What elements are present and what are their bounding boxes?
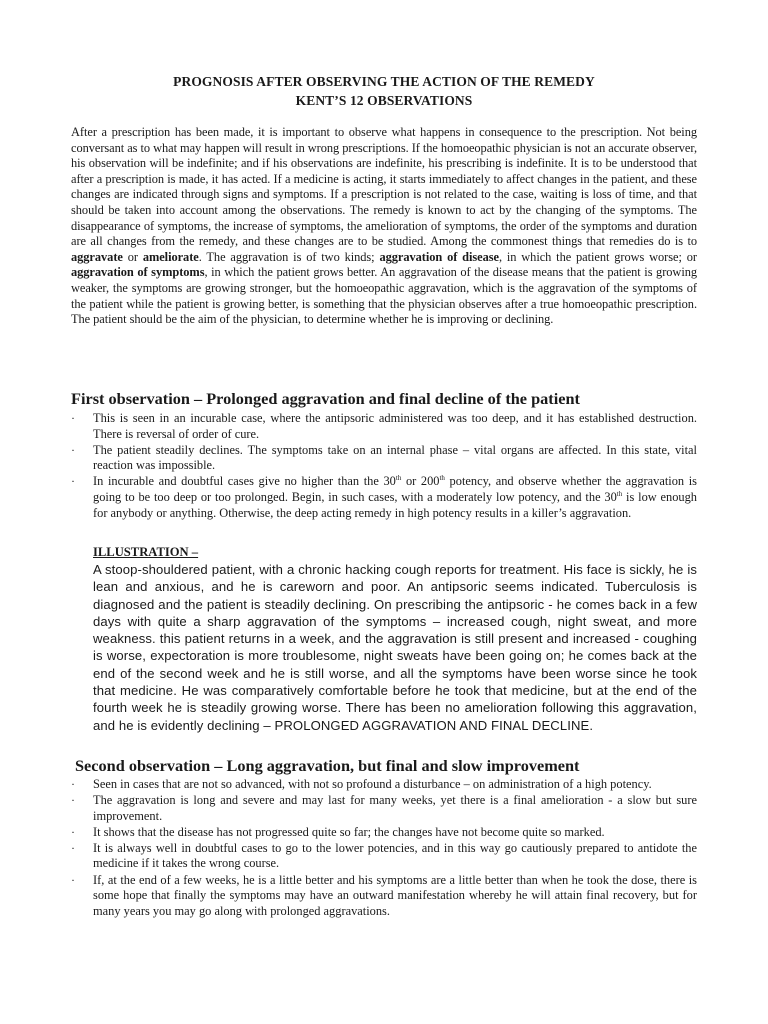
bullet-icon: · — [71, 474, 75, 489]
term-aggravation-of-disease: aggravation of disease — [379, 249, 499, 264]
superscript: th — [439, 474, 445, 483]
list-item — [71, 793, 697, 824]
bullet-icon: · — [71, 411, 75, 425]
list-item — [71, 474, 697, 521]
intro-text-4: , in which the patient grows better. An aggravation of the disease means that the patient is growing weaker, the symptoms are growing stronger, but the homoeopathic aggravation, which is the aggravation of the symptoms of the patient while the patient is growing better, is something that the physician observes after a true homoeopathic prescription. The patient should be the aim of the physician, to determine whether he is improving or declining. — [71, 265, 698, 327]
list-item — [71, 777, 697, 793]
list-item-text-c: potency, and observe whether the aggravation is going to be too deep or too prolonged. Begin, in such cases, with a moderately low potency, and the 30 — [93, 474, 698, 504]
second-observation-heading: Second observation – Long aggravation, but final and slow improvement — [75, 756, 580, 775]
bullet-icon: · — [71, 824, 75, 839]
intro-text-2: . The aggravation is of two kinds; — [198, 249, 375, 264]
list-item-text: It is always well in doubtful cases to go to the lower potencies, and in this way go cautiously prepared to antidote the medicine if it takes the wrong course. — [93, 840, 697, 871]
intro-or: or — [127, 249, 138, 264]
list-item — [71, 841, 697, 872]
second-observation-list — [71, 777, 697, 920]
term-ameliorate: ameliorate — [142, 249, 199, 264]
list-item-text: Seen in cases that are not so advanced, with not so profound a disturbance – on administration of a high potency. — [93, 777, 652, 791]
superscript: th — [395, 474, 402, 483]
term-aggravation-of-symptoms: aggravation of symptoms — [71, 265, 205, 280]
list-item — [71, 411, 697, 442]
list-item-text: It shows that the disease has not progressed quite so far; the changes have not become quite so marked. — [93, 824, 605, 839]
bullet-icon: · — [71, 872, 75, 887]
illustration-heading: ILLUSTRATION – — [93, 545, 199, 559]
list-item-text: The patient steadily declines. The symptoms take on an internal phase – vital organs are affected. In this state, vital reaction was impossible. — [93, 442, 697, 473]
list-item-text-d: is low enough for anybody or anything. Otherwise, the deep acting remedy in high potency results in a killer’s aggravation. — [93, 489, 697, 520]
first-observation-list — [71, 411, 697, 522]
list-item-text-b: or 200 — [401, 474, 440, 489]
term-aggravate: aggravate — [71, 249, 123, 264]
list-item-text: This is seen in an incurable case, where the antipsoric administered was too deep, and it has established destruction. There is reversal of order of cure. — [93, 411, 697, 441]
intro-text-1: After a prescription has been made, it is important to observe what happens in consequence to the prescription. Not being conversant as to what may happen will result in wrong prescriptions. If the homoeopathic physician is not an accurate observer, his observation will be indefinite; and if his observations are indefinite, his prescribing is indefinite. It is to be understood that after a prescription is made, it has acted. If a medicine is acting, it starts immediately to affect changes in the patient, and these changes are indicated through signs and symptoms. If a prescription is not related to the case, waiting is loss of time, and that should be taken into account among the observations. The remedy is known to act by the changing of the symptoms. The disappearance of symptoms, the increase of symptoms, the amelioration of symptoms, the order of the symptoms and duration are all changes from the remedy, and these changes are to be studied. Among the commonest things that remedies do is to — [71, 125, 697, 249]
list-item — [71, 825, 697, 841]
first-observation-heading: First observation – Prolonged aggravation and final decline of the patient — [71, 389, 580, 408]
list-item-text: If, at the end of a few weeks, he is a little better and his symptoms are a little better than when he took the dose, there is some hope that finally the symptoms may have an outward manifestation whereby he will attain final recovery, but for many years you may go along with prolonged aggravations. — [93, 872, 697, 918]
list-item — [71, 873, 697, 920]
bullet-icon: · — [71, 777, 75, 791]
superscript: th — [616, 489, 623, 498]
list-item-text-a: In incurable and doubtful cases give no higher than the 30 — [93, 474, 396, 489]
bullet-icon: · — [71, 840, 75, 855]
list-item-text: The aggravation is long and severe and may last for many weeks, yet there is a final amelioration - a slow but sure improvement. — [93, 793, 697, 823]
intro-paragraph — [71, 125, 697, 328]
document-subtitle: KENT’S 12 OBSERVATIONS — [295, 93, 473, 108]
intro-text-3: , in which the patient grows worse; or — [498, 249, 697, 264]
illustration-paragraph: A stoop-shouldered patient, with a chronic hacking cough reports for treatment. His face is sickly, he is lean and anxious, and he is careworn and poor. An antipsoric seems indicated. Tuberculosis is diagnosed and the patient is steadily declining. On prescribing the antipsoric - he comes back in a few days with quite a sharp aggravation of the symptoms – increased cough, night sweat, and more weakness. this patient returns in a week, and the aggravation is still present and increased - coughing is worse, expectoration is more troublesome, night sweats have been going on; he comes back at the end of the second week and he is still worse, and all the symptoms have been worse since he took that medicine. He was comparatively comfortable before he took that medicine, but at the end of the fourth week he is steadily growing worse. There has been no amelioration following this aggravation, and he is evidently declining – PROLONGED AGGRAVATION AND FINAL DECLINE. — [93, 562, 697, 733]
document-title: PROGNOSIS AFTER OBSERVING THE ACTION OF THE REMEDY — [173, 74, 595, 89]
bullet-icon: · — [71, 442, 75, 457]
list-item — [71, 443, 697, 474]
bullet-icon: · — [71, 793, 75, 808]
